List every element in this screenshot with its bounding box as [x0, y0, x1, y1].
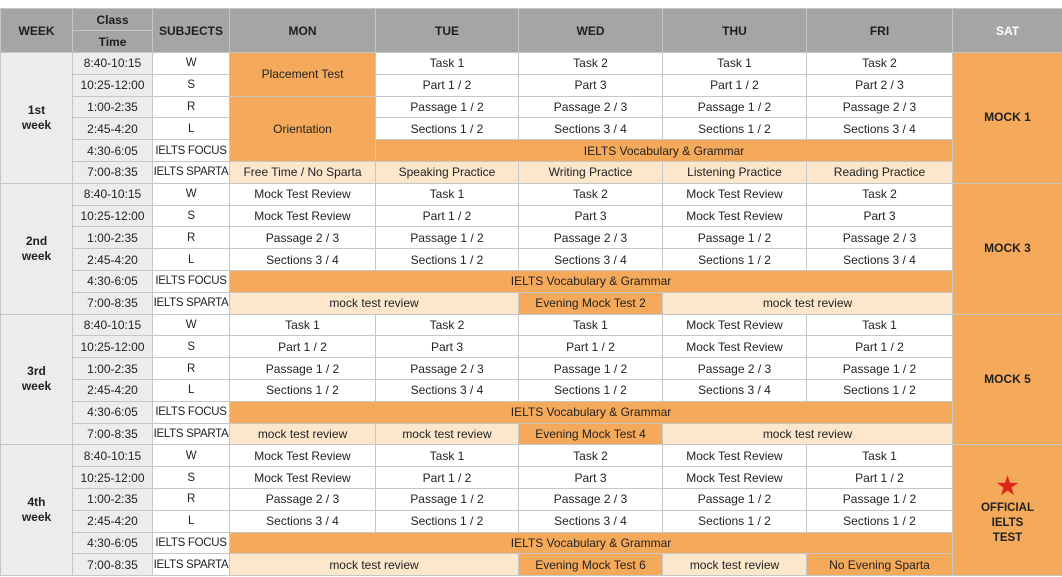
class-cell: Sections 1 / 2 [807, 379, 953, 401]
subject-cell: S [153, 74, 230, 96]
schedule-row [1, 314, 1062, 336]
class-cell: Free Time / No Sparta [230, 161, 376, 183]
class-cell: Task 1 [230, 314, 376, 336]
class-cell: Speaking Practice [376, 161, 519, 183]
class-cell: Placement Test [230, 53, 376, 97]
class-cell: Passage 2 / 3 [519, 488, 663, 510]
schedule-row [1, 161, 1062, 183]
class-cell: Part 1 / 2 [663, 74, 807, 96]
class-cell: Evening Mock Test 2 [519, 292, 663, 314]
day-header-sat: SAT [953, 9, 1062, 53]
saturday-label: MOCK 1 [984, 110, 1031, 125]
subject-cell: IELTS SPARTA [153, 292, 230, 314]
class-cell: Mock Test Review [230, 183, 376, 205]
time-slot: 4:30-6:05 [73, 401, 153, 423]
class-cell: Passage 1 / 2 [230, 358, 376, 380]
saturday-cell [953, 314, 1062, 445]
class-cell: Passage 2 / 3 [230, 488, 376, 510]
subject-cell: W [153, 183, 230, 205]
time-slot: 8:40-10:15 [73, 183, 153, 205]
schedule-row [1, 554, 1062, 576]
class-cell: Mock Test Review [663, 205, 807, 227]
class-cell: Part 1 / 2 [376, 74, 519, 96]
class-cell: mock test review [230, 292, 519, 314]
class-header: Class [73, 9, 153, 31]
time-slot: 7:00-8:35 [73, 161, 153, 183]
saturday-label: MOCK 5 [984, 371, 1031, 386]
subject-cell: W [153, 445, 230, 467]
saturday-cell [953, 445, 1062, 576]
class-cell: Sections 1 / 2 [807, 510, 953, 532]
class-cell: Part 1 / 2 [230, 336, 376, 358]
class-cell: Task 2 [519, 53, 663, 75]
time-slot: 8:40-10:15 [73, 314, 153, 336]
class-cell: Sections 3 / 4 [807, 118, 953, 140]
schedule-row [1, 445, 1062, 467]
subject-cell: R [153, 96, 230, 118]
class-cell: mock test review [230, 423, 376, 445]
class-cell: Sections 3 / 4 [519, 118, 663, 140]
class-cell: Writing Practice [519, 161, 663, 183]
schedule-table [0, 8, 1062, 576]
class-cell: Part 1 / 2 [807, 336, 953, 358]
subject-cell: L [153, 379, 230, 401]
time-slot: 1:00-2:35 [73, 227, 153, 249]
time-slot: 4:30-6:05 [73, 140, 153, 162]
class-cell: Passage 2 / 3 [376, 358, 519, 380]
class-cell: Sections 3 / 4 [519, 510, 663, 532]
class-cell: Task 2 [807, 183, 953, 205]
schedule-row [1, 379, 1062, 401]
class-cell: Passage 2 / 3 [807, 96, 953, 118]
class-cell: Passage 1 / 2 [807, 358, 953, 380]
class-cell: Passage 2 / 3 [519, 96, 663, 118]
class-cell: Task 1 [519, 314, 663, 336]
time-slot: 8:40-10:15 [73, 53, 153, 75]
class-cell: Sections 3 / 4 [663, 379, 807, 401]
schedule-row [1, 488, 1062, 510]
time-slot: 1:00-2:35 [73, 358, 153, 380]
class-cell: IELTS Vocabulary & Grammar [230, 532, 953, 554]
class-cell: Mock Test Review [663, 183, 807, 205]
subject-cell: IELTS FOCUS [153, 401, 230, 423]
time-slot: 1:00-2:35 [73, 96, 153, 118]
subject-cell: S [153, 205, 230, 227]
class-cell: Task 1 [663, 53, 807, 75]
week-header: WEEK [1, 9, 73, 53]
class-cell: IELTS Vocabulary & Grammar [230, 270, 953, 292]
subject-cell: W [153, 314, 230, 336]
class-cell: Passage 2 / 3 [519, 227, 663, 249]
class-cell: Passage 1 / 2 [519, 358, 663, 380]
class-cell: Sections 3 / 4 [807, 249, 953, 271]
subject-cell: IELTS SPARTA [153, 423, 230, 445]
week-label-second: 2nd week [1, 183, 73, 314]
schedule-row [1, 249, 1062, 271]
class-cell: Task 2 [519, 183, 663, 205]
class-cell: Mock Test Review [663, 314, 807, 336]
schedule-row [1, 74, 1062, 96]
subject-cell: L [153, 249, 230, 271]
class-cell: Sections 1 / 2 [663, 118, 807, 140]
star-icon: ★ [996, 472, 1019, 500]
class-cell: Sections 1 / 2 [230, 379, 376, 401]
class-cell: Sections 1 / 2 [376, 249, 519, 271]
subject-cell: L [153, 118, 230, 140]
class-cell: Sections 1 / 2 [663, 249, 807, 271]
schedule-row [1, 423, 1062, 445]
time-slot: 10:25-12:00 [73, 336, 153, 358]
class-cell: Mock Test Review [663, 336, 807, 358]
class-cell: Part 3 [376, 336, 519, 358]
subject-cell: L [153, 510, 230, 532]
class-cell: mock test review [376, 423, 519, 445]
time-slot: 7:00-8:35 [73, 554, 153, 576]
class-cell: Passage 2 / 3 [663, 358, 807, 380]
time-slot: 2:45-4:20 [73, 379, 153, 401]
class-cell: mock test review [230, 554, 519, 576]
week-label-third: 3rd week [1, 314, 73, 445]
class-cell: Orientation [230, 96, 376, 161]
schedule-row [1, 118, 1062, 140]
schedule-row [1, 96, 1062, 118]
time-slot: 7:00-8:35 [73, 292, 153, 314]
class-cell: Task 1 [376, 445, 519, 467]
subject-cell: R [153, 488, 230, 510]
class-cell: Listening Practice [663, 161, 807, 183]
subject-cell: IELTS FOCUS [153, 532, 230, 554]
class-cell: Passage 1 / 2 [376, 96, 519, 118]
class-cell: Task 1 [807, 445, 953, 467]
class-cell: mock test review [663, 292, 953, 314]
time-slot: 2:45-4:20 [73, 249, 153, 271]
subject-cell: R [153, 358, 230, 380]
saturday-cell [953, 53, 1062, 184]
class-cell: Passage 1 / 2 [376, 488, 519, 510]
subject-cell: S [153, 467, 230, 489]
class-cell: Part 3 [519, 205, 663, 227]
class-cell: Passage 1 / 2 [376, 227, 519, 249]
saturday-label: OFFICIAL IELTS TEST [980, 501, 1035, 544]
class-cell: Evening Mock Test 6 [519, 554, 663, 576]
saturday-cell [953, 183, 1062, 314]
class-cell: mock test review [663, 554, 807, 576]
class-cell: Mock Test Review [230, 467, 376, 489]
header-row [1, 9, 1062, 31]
time-slot: 7:00-8:35 [73, 423, 153, 445]
time-slot: 2:45-4:20 [73, 510, 153, 532]
day-header-thu: THU [663, 9, 807, 53]
subject-cell: S [153, 336, 230, 358]
class-cell: Part 1 / 2 [807, 467, 953, 489]
time-slot: 10:25-12:00 [73, 74, 153, 96]
time-slot: 10:25-12:00 [73, 467, 153, 489]
class-cell: Part 1 / 2 [376, 205, 519, 227]
schedule-row [1, 510, 1062, 532]
schedule-row [1, 336, 1062, 358]
class-cell: Task 1 [807, 314, 953, 336]
day-header-tue: TUE [376, 9, 519, 53]
class-cell: Sections 1 / 2 [376, 510, 519, 532]
class-cell: mock test review [663, 423, 953, 445]
class-cell: Sections 1 / 2 [376, 118, 519, 140]
schedule-body [1, 9, 1062, 576]
class-cell: Evening Mock Test 4 [519, 423, 663, 445]
subject-cell: IELTS SPARTA [153, 161, 230, 183]
time-slot: 2:45-4:20 [73, 118, 153, 140]
class-cell: Task 2 [519, 445, 663, 467]
schedule-row [1, 183, 1062, 205]
day-header-fri: FRI [807, 9, 953, 53]
class-cell: Part 3 [519, 467, 663, 489]
class-cell: Task 2 [807, 53, 953, 75]
subject-cell: IELTS SPARTA [153, 554, 230, 576]
class-cell: Mock Test Review [663, 445, 807, 467]
week-label-first: 1st week [1, 53, 73, 184]
class-cell: Part 2 / 3 [807, 74, 953, 96]
schedule-row [1, 532, 1062, 554]
class-cell: No Evening Sparta [807, 554, 953, 576]
class-cell: Sections 3 / 4 [519, 249, 663, 271]
class-cell: Reading Practice [807, 161, 953, 183]
class-cell: Sections 1 / 2 [663, 510, 807, 532]
class-cell: Part 3 [807, 205, 953, 227]
schedule-row [1, 292, 1062, 314]
schedule-row [1, 270, 1062, 292]
class-cell: IELTS Vocabulary & Grammar [230, 401, 953, 423]
time-header: Time [73, 31, 153, 53]
class-cell: Mock Test Review [230, 445, 376, 467]
class-cell: Mock Test Review [663, 467, 807, 489]
class-cell: Passage 1 / 2 [663, 488, 807, 510]
class-cell: Passage 1 / 2 [663, 227, 807, 249]
schedule-row [1, 205, 1062, 227]
subject-cell: R [153, 227, 230, 249]
subjects-header: SUBJECTS [153, 9, 230, 53]
time-slot: 4:30-6:05 [73, 532, 153, 554]
time-slot: 4:30-6:05 [73, 270, 153, 292]
class-cell: Passage 1 / 2 [807, 488, 953, 510]
schedule-row [1, 358, 1062, 380]
class-cell: Mock Test Review [230, 205, 376, 227]
week-label-fourth: 4th week [1, 445, 73, 576]
class-cell: Sections 1 / 2 [519, 379, 663, 401]
subject-cell: IELTS FOCUS [153, 140, 230, 162]
class-cell: Sections 3 / 4 [230, 249, 376, 271]
schedule-row [1, 227, 1062, 249]
class-cell: Part 3 [519, 74, 663, 96]
schedule-row [1, 401, 1062, 423]
schedule-row [1, 467, 1062, 489]
time-slot: 8:40-10:15 [73, 445, 153, 467]
subject-cell: IELTS FOCUS [153, 270, 230, 292]
day-header-mon: MON [230, 9, 376, 53]
class-cell: Task 1 [376, 53, 519, 75]
class-cell: Task 1 [376, 183, 519, 205]
class-cell: Passage 2 / 3 [230, 227, 376, 249]
subject-cell: W [153, 53, 230, 75]
time-slot: 10:25-12:00 [73, 205, 153, 227]
class-cell: Part 1 / 2 [376, 467, 519, 489]
class-cell: Part 1 / 2 [519, 336, 663, 358]
class-cell: Task 2 [376, 314, 519, 336]
day-header-wed: WED [519, 9, 663, 53]
class-cell: Passage 1 / 2 [663, 96, 807, 118]
schedule-row [1, 140, 1062, 162]
time-slot: 1:00-2:35 [73, 488, 153, 510]
class-cell: IELTS Vocabulary & Grammar [376, 140, 953, 162]
schedule-row [1, 53, 1062, 75]
saturday-label: MOCK 3 [984, 241, 1031, 256]
class-cell: Sections 3 / 4 [376, 379, 519, 401]
class-cell: Sections 3 / 4 [230, 510, 376, 532]
class-cell: Passage 2 / 3 [807, 227, 953, 249]
